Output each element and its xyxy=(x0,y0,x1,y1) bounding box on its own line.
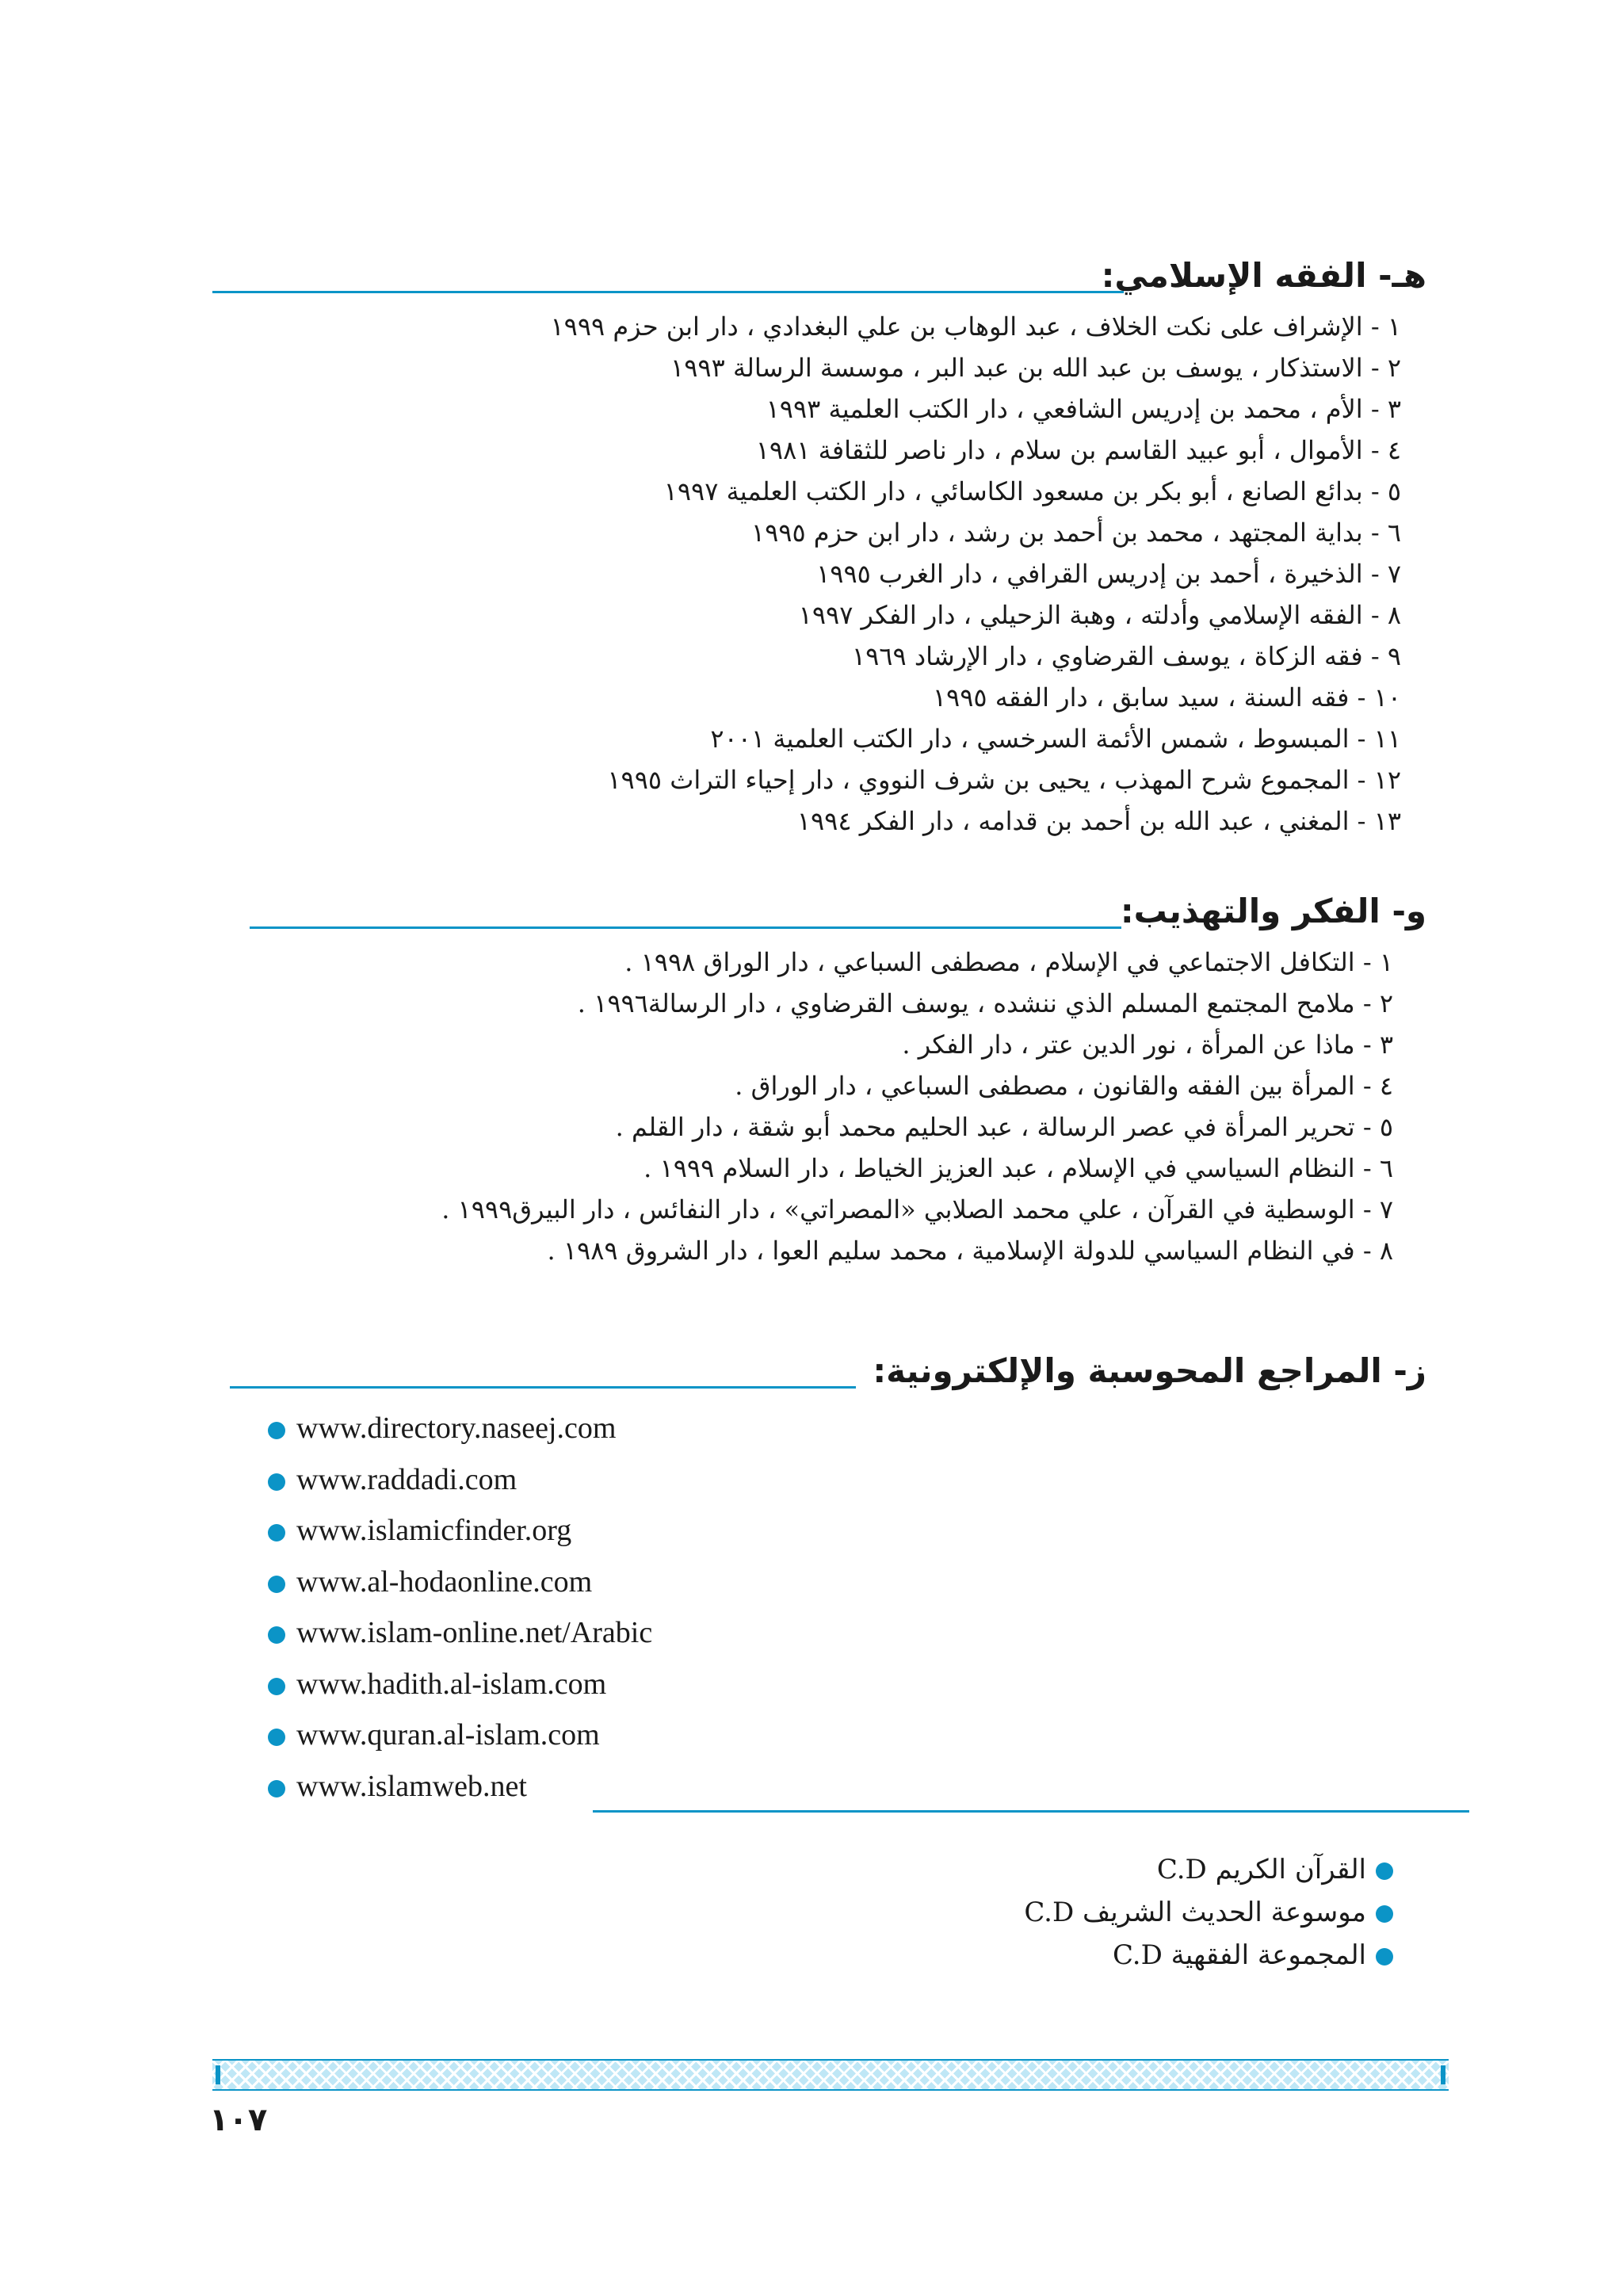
section-fiqh-rule xyxy=(212,291,1124,293)
list-item: ١ - التكافل الاجتماعي في الإسلام ، مصطفى السباعي ، دار الوراق ١٩٩٨ . xyxy=(624,947,1393,977)
list-item[interactable] xyxy=(268,1659,652,1710)
list-item[interactable] xyxy=(268,1454,652,1506)
bullet-icon xyxy=(268,1422,285,1439)
section-digital-title: ز- المراجع المحوسبة والإلكترونية: xyxy=(873,1351,1426,1390)
section-fikr-header xyxy=(250,888,1426,935)
list-item: ٤ - المرأة بين الفقه والقانون ، مصطفى السباعي ، دار الوراق . xyxy=(735,1071,1393,1101)
cd-label: موسوعة الحديث الشريف C.D xyxy=(1024,1897,1366,1928)
list-item: ٩ - فقه الزكاة ، يوسف القرضاوي ، دار الإرشاد ١٩٦٩ xyxy=(851,641,1401,671)
cd-list xyxy=(1024,1848,1393,1977)
section-digital-header xyxy=(230,1347,1426,1395)
website-list xyxy=(268,1403,652,1812)
list-item: ١٢ - المجموع شرح المهذب ، يحيى بن شرف النووي ، دار إحياء التراث ١٩٩٥ xyxy=(607,765,1401,795)
bullet-icon xyxy=(1376,1862,1393,1880)
list-item[interactable] xyxy=(268,1761,652,1813)
cd-label: المجموعة الفقهية C.D xyxy=(1113,1939,1366,1971)
bullet-icon xyxy=(1376,1905,1393,1923)
list-item: ١ - الإشراف على نكت الخلاف ، عبد الوهاب بن علي البغدادي ، دار ابن حزم ١٩٩٩ xyxy=(550,311,1401,342)
list-item: ٥ - تحرير المرأة في عصر الرسالة ، عبد الحليم محمد أبو شقة ، دار القلم . xyxy=(615,1112,1393,1142)
list-item: ٣ - ماذا عن المرأة ، نور الدين عتر ، دار الفكر . xyxy=(902,1030,1393,1060)
fikr-reference-list xyxy=(441,942,1393,1271)
list-item[interactable] xyxy=(268,1557,652,1608)
section-fikr-title: و- الفكر والتهذيب: xyxy=(1120,892,1426,930)
list-item: ٧ - الوسطية في القرآن ، علي محمد الصلابي «المصراتي» ، دار النفائس ، دار البيرق١٩٩٩ . xyxy=(441,1194,1393,1224)
list-item: ٨ - الفقه الإسلامي وأدلته ، وهبة الزحيلي ، دار الفكر ١٩٩٧ xyxy=(798,600,1401,630)
list-item: ٧ - الذخيرة ، أحمد بن إدريس القرافي ، دار الغرب ١٩٩٥ xyxy=(816,559,1401,589)
section-fikr-rule xyxy=(250,926,1121,929)
list-item: ٤ - الأموال ، أبو عبيد القاسم بن سلام ، دار ناصر للثقافة ١٩٨١ xyxy=(755,435,1401,465)
bullet-icon xyxy=(1376,1948,1393,1966)
list-item: ٢ - الاستذكار ، يوسف بن عبد الله بن عبد البر ، موسسة الرسالة ١٩٩٣ xyxy=(670,353,1401,383)
website-link[interactable]: www.islamicfinder.org xyxy=(296,1514,572,1547)
website-link[interactable]: www.al-hodaonline.com xyxy=(296,1564,593,1599)
list-item xyxy=(1024,1934,1393,1977)
section-fiqh-header xyxy=(212,252,1426,300)
list-item xyxy=(1024,1891,1393,1934)
list-item[interactable] xyxy=(268,1710,652,1761)
list-item: ٥ - بدائع الصانع ، أبو بكر بن مسعود الكاسائي ، دار الكتب العلمية ١٩٩٧ xyxy=(663,476,1401,506)
list-item: ١٠ - فقه السنة ، سيد سابق ، دار الفقه ١٩٩٥ xyxy=(932,682,1401,712)
links-divider xyxy=(593,1810,1469,1813)
list-item[interactable] xyxy=(268,1403,652,1454)
cd-label: القرآن الكريم C.D xyxy=(1156,1854,1366,1885)
decorative-footer-band xyxy=(212,2059,1449,2091)
website-link[interactable]: www.directory.naseej.com xyxy=(296,1412,617,1445)
website-link[interactable]: www.raddadi.com xyxy=(296,1462,517,1496)
list-item[interactable] xyxy=(268,1505,652,1557)
list-item: ١١ - المبسوط ، شمس الأئمة السرخسي ، دار الكتب العلمية ٢٠٠١ xyxy=(710,724,1401,754)
bullet-icon xyxy=(268,1473,285,1491)
list-item: ٢ - ملامح المجتمع المسلم الذي ننشده ، يوسف القرضاوي ، دار الرسالة١٩٩٦ . xyxy=(577,988,1393,1018)
section-digital-rule xyxy=(230,1386,856,1389)
list-item: ١٣ - المغني ، عبد الله بن أحمد بن قدامه ، دار الفكر ١٩٩٤ xyxy=(796,806,1401,836)
list-item: ٨ - في النظام السياسي للدولة الإسلامية ، محمد سليم العوا ، دار الشروق ١٩٨٩ . xyxy=(547,1236,1393,1266)
bullet-icon xyxy=(268,1576,285,1593)
list-item xyxy=(1024,1848,1393,1891)
website-link[interactable]: www.hadith.al-islam.com xyxy=(296,1667,607,1701)
list-item: ٦ - بداية المجتهد ، محمد بن أحمد بن رشد ، دار ابن حزم ١٩٩٥ xyxy=(750,518,1401,548)
list-item: ٣ - الأم ، محمد بن إدريس الشافعي ، دار الكتب العلمية ١٩٩٣ xyxy=(766,394,1401,424)
bullet-icon xyxy=(268,1780,285,1797)
page-number: ١٠٧ xyxy=(209,2102,268,2138)
fiqh-reference-list xyxy=(550,306,1401,842)
bullet-icon xyxy=(268,1729,285,1746)
website-link[interactable]: www.islam-online.net/Arabic xyxy=(296,1616,653,1649)
bullet-icon xyxy=(268,1524,285,1541)
list-item[interactable] xyxy=(268,1607,652,1659)
bullet-icon xyxy=(268,1626,285,1644)
website-link[interactable]: www.islamweb.net xyxy=(296,1769,527,1803)
website-link[interactable]: www.quran.al-islam.com xyxy=(296,1718,600,1752)
section-fiqh-title: هـ- الفقه الإسلامي: xyxy=(1101,256,1426,295)
list-item: ٦ - النظام السياسي في الإسلام ، عبد العزيز الخياط ، دار السلام ١٩٩٩ . xyxy=(643,1153,1393,1183)
bullet-icon xyxy=(268,1678,285,1695)
